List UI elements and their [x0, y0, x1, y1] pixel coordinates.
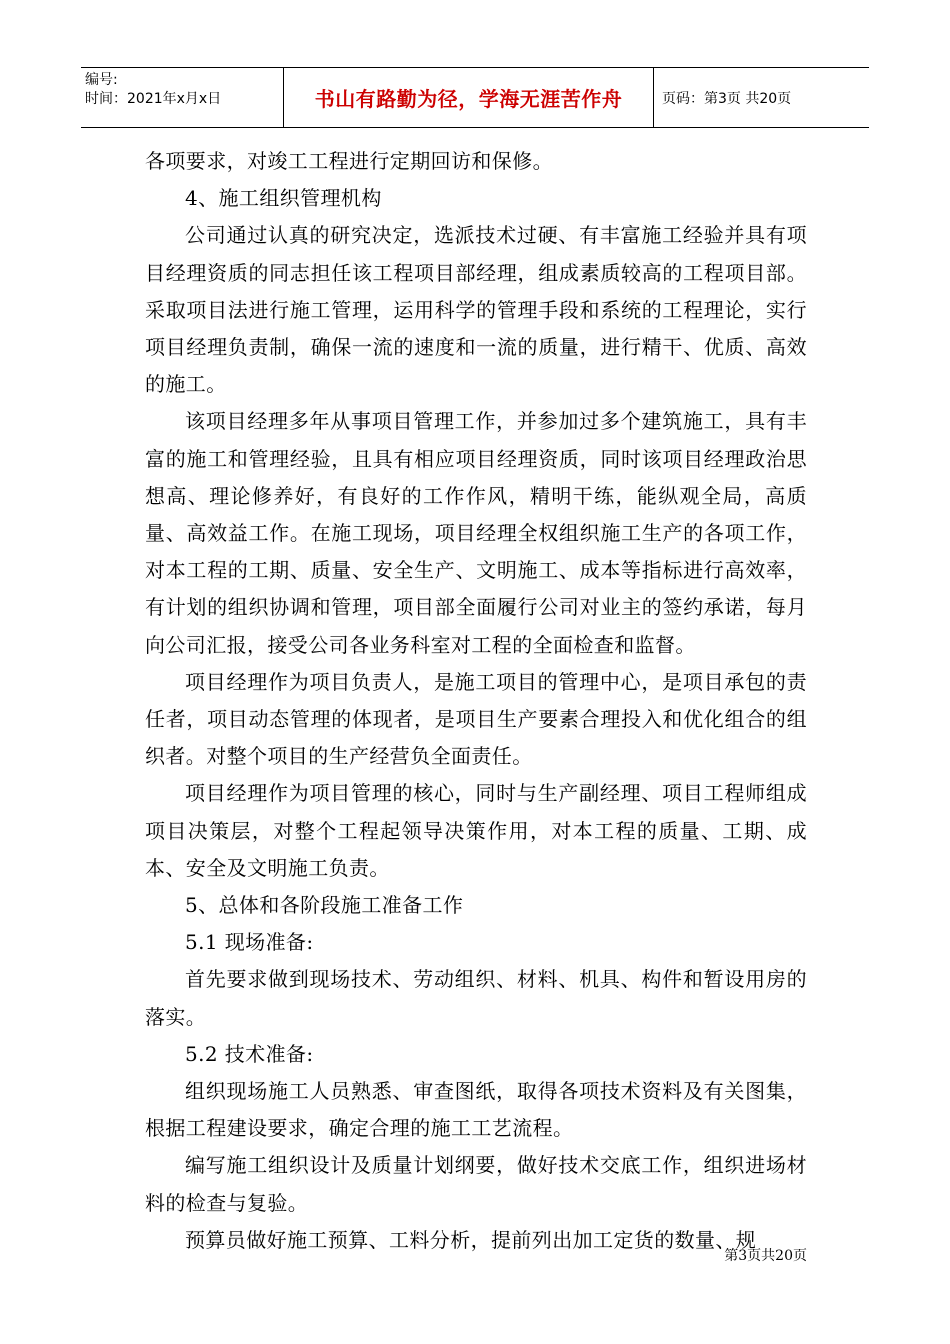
paragraph: 首先要求做到现场技术、劳动组织、材料、机具、构件和暂设用房的落实。 — [145, 967, 807, 1029]
subsection-heading: 5.1 现场准备: — [185, 930, 314, 955]
paragraph: 编写施工组织设计及质量计划纲要，做好技术交底工作，组织进场材料的检查与复验。 — [145, 1153, 807, 1215]
header-motto: 书山有路勤为径，学海无涯苦作舟 — [284, 68, 654, 127]
section-heading: 5、总体和各阶段施工准备工作 — [185, 893, 464, 918]
header-meta — [81, 68, 284, 127]
subsection-heading: 5.2 技术准备: — [185, 1041, 314, 1066]
paragraph: 各项要求，对竣工工程进行定期回访和保修。 — [145, 149, 553, 173]
paragraph: 组织现场施工人员熟悉、审查图纸，取得各项技术资料及有关图集，根据工程建设要求，确定合理的施工工艺流程。 — [145, 1079, 807, 1141]
paragraph: 项目经理作为项目负责人，是施工项目的管理中心，是项目承包的责任者，项目动态管理的体现者，是项目生产要素合理投入和优化组合的组织者。对整个项目的生产经营负全面责任。 — [145, 669, 807, 769]
header-page-code: 页码：第3页 共20页 — [662, 90, 792, 107]
page-footer: 第3页共20页 — [724, 1248, 807, 1264]
document-body — [145, 143, 807, 1259]
document-header — [81, 67, 869, 128]
paragraph: 项目经理作为项目管理的核心，同时与生产副经理、项目工程师组成项目决策层，对整个工程起领导决策作用，对本工程的质量、工期、成本、安全及文明施工负责。 — [145, 781, 807, 880]
section-heading: 4、施工组织管理机构 — [185, 186, 382, 211]
time-label: 时间：2021年x月x日 — [85, 91, 222, 107]
paragraph: 预算员做好施工预算、工料分析，提前列出加工定货的数量、规 — [185, 1227, 757, 1252]
number-label: 编号: — [85, 72, 118, 88]
paragraph: 该项目经理多年从事项目管理工作，并参加过多个建筑施工，具有丰富的施工和管理经验，且具有相应项目经理资质，同时该项目经理政治思想高、理论修养好，有良好的工作作风，精明干练，能纵观全局，高质量、高效益工作。在施工现场，项目经理全权组织施工生产的各项工作，对本工程的工期、质量、安全生产、文明施工、成本等指标进行高效率，有计划的组织协调和管理，项目部全面履行公司对业主的签约承诺，每月向公司汇报，接受公司各业务科室对工程的全面检查和监督。 — [145, 409, 807, 657]
paragraph: 公司通过认真的研究决定，选派技术过硬、有丰富施工经验并具有项目经理资质的同志担任该工程项目部经理，组成素质较高的工程项目部。采取项目法进行施工管理，运用科学的管理手段和系统的工程理论，实行项目经理负责制，确保一流的速度和一流的质量，进行精干、优质、高效的施工。 — [145, 223, 807, 397]
